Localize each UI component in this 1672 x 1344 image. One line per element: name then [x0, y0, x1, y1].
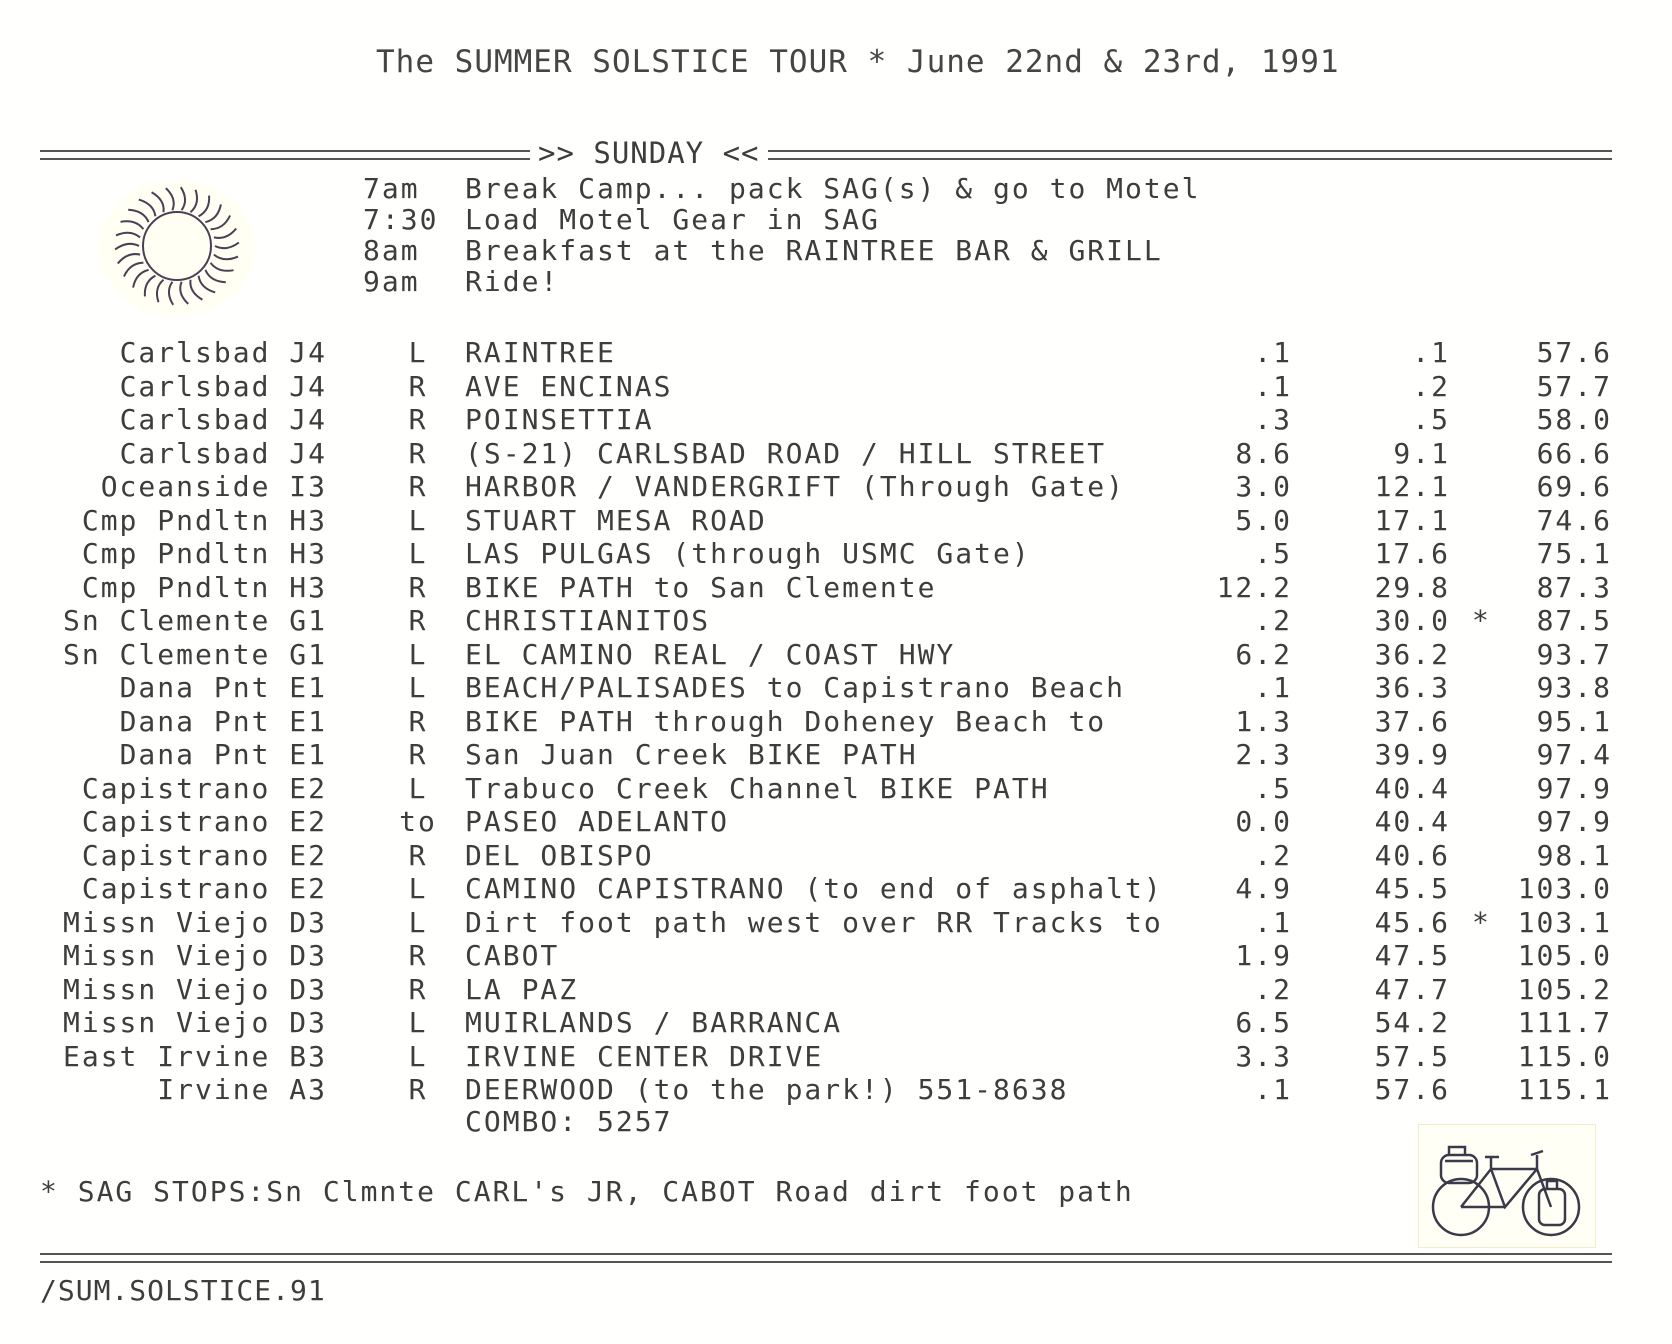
- table-row: [0, 738, 1672, 771]
- route-road: PASEO ADELANTO: [465, 805, 730, 838]
- route-road: BEACH/PALISADES to Capistrano Beach: [465, 671, 1126, 704]
- route-cumulative-miles: 36.3: [1374, 671, 1450, 704]
- schedule-time: 7:30: [363, 203, 439, 236]
- route-cumulative-miles: 30.0: [1374, 604, 1450, 637]
- route-turn: L: [408, 504, 428, 537]
- route-leg-miles: 12.2: [1216, 571, 1292, 604]
- sag-stops-note: * SAG STOPS:Sn Clmnte CARL's JR, CABOT Road dirt foot path: [40, 1175, 1134, 1208]
- route-cumulative-miles: 37.6: [1374, 705, 1450, 738]
- route-cumulative-miles: 40.6: [1374, 839, 1450, 872]
- route-turn: L: [408, 671, 428, 704]
- route-cumulative-miles: 57.5: [1374, 1040, 1450, 1073]
- route-place: Missn Viejo D3: [62, 973, 327, 1006]
- route-leg-miles: .1: [1254, 336, 1292, 369]
- route-total-miles: 105.0: [1517, 939, 1612, 972]
- route-turn: R: [408, 973, 428, 1006]
- route-turn: R: [408, 705, 428, 738]
- route-place: Capistrano E2: [81, 839, 327, 872]
- route-place: Dana Pnt E1: [119, 738, 327, 771]
- route-place: Cmp Pndltn H3: [81, 504, 327, 537]
- route-cumulative-miles: 47.5: [1374, 939, 1450, 972]
- route-cumulative-miles: .2: [1412, 370, 1450, 403]
- route-place: Irvine A3: [157, 1073, 327, 1106]
- bicycle-icon: [1418, 1124, 1596, 1248]
- route-total-miles: 95.1: [1536, 705, 1612, 738]
- route-turn: R: [408, 839, 428, 872]
- route-total-miles: 66.6: [1536, 437, 1612, 470]
- table-row: [0, 973, 1672, 1006]
- route-road: STUART MESA ROAD: [465, 504, 767, 537]
- route-leg-miles: 6.2: [1235, 638, 1292, 671]
- route-leg-miles: 1.9: [1235, 939, 1292, 972]
- route-road: DEL OBISPO: [465, 839, 654, 872]
- route-turn: R: [408, 437, 428, 470]
- route-turn: R: [408, 939, 428, 972]
- route-place: Missn Viejo D3: [62, 939, 327, 972]
- route-place: Capistrano E2: [81, 872, 327, 905]
- schedule-activity: Break Camp... pack SAG(s) & go to Motel: [465, 172, 1201, 205]
- route-total-miles: 97.9: [1536, 772, 1612, 805]
- table-row: [0, 772, 1672, 805]
- schedule-activity: Breakfast at the RAINTREE BAR & GRILL: [465, 234, 1163, 267]
- combo-note: COMBO: 5257: [465, 1105, 673, 1138]
- schedule-time: 7am: [363, 172, 420, 205]
- route-turn: L: [408, 336, 428, 369]
- route-total-miles: 74.6: [1536, 504, 1612, 537]
- route-place: Sn Clemente G1: [62, 604, 327, 637]
- schedule-activity: Load Motel Gear in SAG: [465, 203, 880, 236]
- route-road: IRVINE CENTER DRIVE: [465, 1040, 824, 1073]
- table-row: [0, 839, 1672, 872]
- route-leg-miles: .1: [1254, 906, 1292, 939]
- schedule-time: 9am: [363, 265, 420, 298]
- route-total-miles: 103.0: [1517, 872, 1612, 905]
- route-road: Dirt foot path west over RR Tracks to: [465, 906, 1163, 939]
- route-place: East Irvine B3: [62, 1040, 327, 1073]
- route-total-miles: 57.7: [1536, 370, 1612, 403]
- route-road: LA PAZ: [465, 973, 579, 1006]
- table-row: [0, 1073, 1672, 1106]
- route-place: Dana Pnt E1: [119, 671, 327, 704]
- route-road: CAMINO CAPISTRANO (to end of asphalt): [465, 872, 1163, 905]
- route-place: Cmp Pndltn H3: [81, 571, 327, 604]
- route-turn: L: [408, 872, 428, 905]
- route-cumulative-miles: 54.2: [1374, 1006, 1450, 1039]
- route-cumulative-miles: 45.6: [1374, 906, 1450, 939]
- route-road: DEERWOOD (to the park!) 551-8638: [465, 1073, 1069, 1106]
- route-total-miles: 57.6: [1536, 336, 1612, 369]
- route-leg-miles: 6.5: [1235, 1006, 1292, 1039]
- route-total-miles: 93.8: [1536, 671, 1612, 704]
- table-row: [0, 705, 1672, 738]
- route-road: AVE ENCINAS: [465, 370, 673, 403]
- route-total-miles: 87.3: [1536, 571, 1612, 604]
- route-total-miles: 98.1: [1536, 839, 1612, 872]
- route-cumulative-miles: .1: [1412, 336, 1450, 369]
- route-road: RAINTREE: [465, 336, 616, 369]
- route-road: BIKE PATH to San Clemente: [465, 571, 937, 604]
- file-name: /SUM.SOLSTICE.91: [40, 1274, 326, 1307]
- route-turn: L: [408, 537, 428, 570]
- route-cumulative-miles: 36.2: [1374, 638, 1450, 671]
- route-total-miles: 115.0: [1517, 1040, 1612, 1073]
- route-cumulative-miles: 17.1: [1374, 504, 1450, 537]
- route-leg-miles: .3: [1254, 403, 1292, 436]
- sag-stop-marker: *: [1472, 906, 1491, 939]
- route-total-miles: 93.7: [1536, 638, 1612, 671]
- route-place: Sn Clemente G1: [62, 638, 327, 671]
- route-total-miles: 69.6: [1536, 470, 1612, 503]
- route-leg-miles: .2: [1254, 604, 1292, 637]
- route-turn: R: [408, 403, 428, 436]
- route-turn: R: [408, 470, 428, 503]
- route-cumulative-miles: 9.1: [1393, 437, 1450, 470]
- route-road: San Juan Creek BIKE PATH: [465, 738, 918, 771]
- route-road: LAS PULGAS (through USMC Gate): [465, 537, 1031, 570]
- route-leg-miles: .2: [1254, 839, 1292, 872]
- route-turn: L: [408, 1040, 428, 1073]
- route-place: Capistrano E2: [81, 805, 327, 838]
- route-total-miles: 75.1: [1536, 537, 1612, 570]
- route-turn: L: [408, 906, 428, 939]
- table-row: [0, 370, 1672, 403]
- route-road: (S-21) CARLSBAD ROAD / HILL STREET: [465, 437, 1107, 470]
- route-total-miles: 105.2: [1517, 973, 1612, 1006]
- table-row: [0, 1006, 1672, 1039]
- route-place: Missn Viejo D3: [62, 906, 327, 939]
- route-turn: R: [408, 1073, 428, 1106]
- route-road: MUIRLANDS / BARRANCA: [465, 1006, 843, 1039]
- route-road: CABOT: [465, 939, 560, 972]
- top-divider: [40, 150, 1612, 160]
- route-cumulative-miles: .5: [1412, 403, 1450, 436]
- sun-icon: [92, 176, 262, 326]
- route-road: BIKE PATH through Doheney Beach to: [465, 705, 1107, 738]
- route-cumulative-miles: 39.9: [1374, 738, 1450, 771]
- route-leg-miles: 3.0: [1235, 470, 1292, 503]
- table-row: [0, 939, 1672, 972]
- route-turn: R: [408, 370, 428, 403]
- table-row: [0, 1040, 1672, 1073]
- route-cumulative-miles: 40.4: [1374, 805, 1450, 838]
- schedule-activity: Ride!: [465, 265, 560, 298]
- route-turn: L: [408, 772, 428, 805]
- table-row: [0, 537, 1672, 570]
- route-leg-miles: .5: [1254, 772, 1292, 805]
- route-place: Capistrano E2: [81, 772, 327, 805]
- table-row: [0, 336, 1672, 369]
- route-leg-miles: 2.3: [1235, 738, 1292, 771]
- table-row: [0, 872, 1672, 905]
- route-total-miles: 58.0: [1536, 403, 1612, 436]
- route-turn: R: [408, 604, 428, 637]
- route-leg-miles: 5.0: [1235, 504, 1292, 537]
- table-row: [0, 604, 1672, 637]
- route-place: Carlsbad J4: [119, 370, 327, 403]
- route-place: Carlsbad J4: [119, 403, 327, 436]
- table-row: [0, 638, 1672, 671]
- route-road: Trabuco Creek Channel BIKE PATH: [465, 772, 1050, 805]
- route-cumulative-miles: 57.6: [1374, 1073, 1450, 1106]
- table-row: [0, 671, 1672, 704]
- bottom-divider: [40, 1253, 1612, 1263]
- day-heading: >> SUNDAY <<: [530, 136, 768, 170]
- route-leg-miles: 1.3: [1235, 705, 1292, 738]
- route-leg-miles: 3.3: [1235, 1040, 1292, 1073]
- route-place: Dana Pnt E1: [119, 705, 327, 738]
- route-total-miles: 87.5: [1536, 604, 1612, 637]
- route-leg-miles: .2: [1254, 973, 1292, 1006]
- table-row: [0, 470, 1672, 503]
- route-leg-miles: 0.0: [1235, 805, 1292, 838]
- schedule-time: 8am: [363, 234, 420, 267]
- sag-stop-marker: *: [1472, 604, 1491, 637]
- route-leg-miles: .1: [1254, 671, 1292, 704]
- route-turn: L: [408, 638, 428, 671]
- table-row: [0, 571, 1672, 604]
- route-road: EL CAMINO REAL / COAST HWY: [465, 638, 956, 671]
- route-total-miles: 97.4: [1536, 738, 1612, 771]
- route-total-miles: 103.1: [1517, 906, 1612, 939]
- route-turn: to: [399, 805, 437, 838]
- route-road: CHRISTIANITOS: [465, 604, 711, 637]
- route-place: Missn Viejo D3: [62, 1006, 327, 1039]
- route-turn: R: [408, 571, 428, 604]
- route-cumulative-miles: 45.5: [1374, 872, 1450, 905]
- route-total-miles: 115.1: [1517, 1073, 1612, 1106]
- route-place: Oceanside I3: [100, 470, 327, 503]
- route-cumulative-miles: 40.4: [1374, 772, 1450, 805]
- route-leg-miles: .1: [1254, 1073, 1292, 1106]
- table-row: [0, 906, 1672, 939]
- table-row: [0, 504, 1672, 537]
- route-cumulative-miles: 29.8: [1374, 571, 1450, 604]
- route-cumulative-miles: 17.6: [1374, 537, 1450, 570]
- table-row: [0, 437, 1672, 470]
- route-total-miles: 111.7: [1517, 1006, 1612, 1039]
- route-road: POINSETTIA: [465, 403, 654, 436]
- route-place: Cmp Pndltn H3: [81, 537, 327, 570]
- route-leg-miles: .1: [1254, 370, 1292, 403]
- route-turn: L: [408, 1006, 428, 1039]
- table-row: [0, 403, 1672, 436]
- route-road: HARBOR / VANDERGRIFT (Through Gate): [465, 470, 1126, 503]
- table-row: [0, 805, 1672, 838]
- route-cumulative-miles: 12.1: [1374, 470, 1450, 503]
- route-place: Carlsbad J4: [119, 437, 327, 470]
- route-leg-miles: 4.9: [1235, 872, 1292, 905]
- route-total-miles: 97.9: [1536, 805, 1612, 838]
- route-leg-miles: .5: [1254, 537, 1292, 570]
- route-leg-miles: 8.6: [1235, 437, 1292, 470]
- page-title: The SUMMER SOLSTICE TOUR * June 22nd & 23rd, 1991: [376, 44, 1340, 80]
- route-place: Carlsbad J4: [119, 336, 327, 369]
- route-cumulative-miles: 47.7: [1374, 973, 1450, 1006]
- route-turn: R: [408, 738, 428, 771]
